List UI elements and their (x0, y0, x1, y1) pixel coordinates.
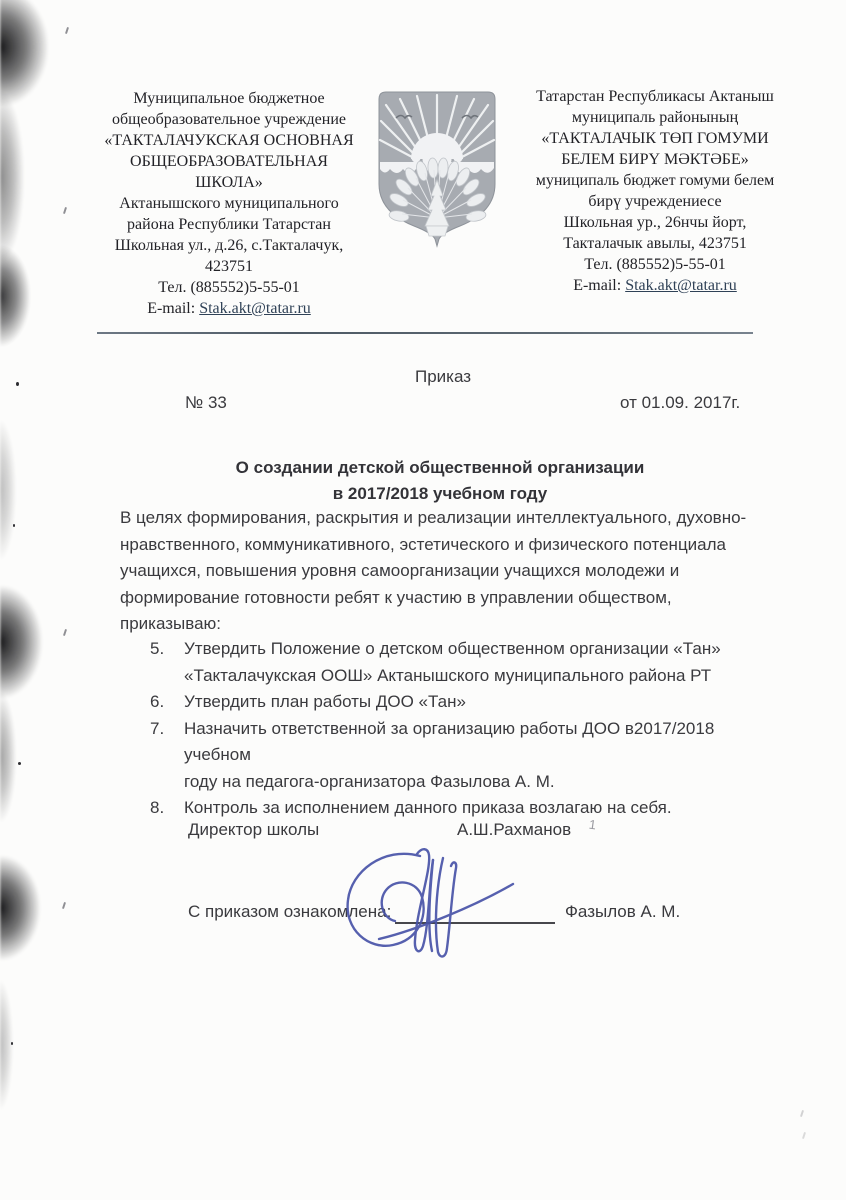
order-date: от 01.09. 2017г. (620, 393, 741, 412)
preamble-line: нравственного, коммуникативного, эстетического и физического потенциала (120, 534, 727, 554)
scan-artifact (0, 246, 30, 346)
scan-artifact (0, 980, 13, 1110)
order-title (100, 455, 780, 507)
org-line: «ТАКТАЛАЧУКСКАЯ ОСНОВНАЯ (104, 132, 354, 149)
scan-tick (802, 1132, 806, 1139)
org-name-russian-block (86, 88, 372, 319)
preamble-line: учащихся, повышения уровня самоорганизации учащихся молодежи и (120, 561, 680, 580)
scan-tick (63, 207, 67, 214)
org-postcode: 423751 (205, 258, 253, 275)
order-heading: Приказ (414, 367, 472, 386)
director-name: А.Ш.Рахманов (457, 820, 572, 839)
scan-artifact (0, 692, 16, 822)
email-link[interactable]: Stak.akt@tatar.ru (199, 300, 311, 317)
list-item (150, 795, 780, 822)
org-line: муниципаль районының (571, 109, 739, 126)
org-email-line (504, 275, 806, 296)
coat-of-arms (372, 88, 502, 248)
org-line: Муниципальное бюджетное (133, 90, 325, 107)
order-title-line1: О создании детской общественной организации (235, 458, 645, 477)
signature-underline (395, 922, 555, 924)
scan-tick (62, 902, 66, 909)
item-line: Утвердить Положение о детском общественном организации «Тан» (184, 639, 721, 658)
order-number: № 33 (185, 393, 227, 412)
preamble-line: В целях формирования, раскрытия и реализации интеллектуального, духовно- (120, 508, 747, 527)
item-line: «Такталачукская ООШ» Актанышского муниципального района РТ (184, 665, 712, 685)
item-number: 7. (150, 718, 165, 738)
preamble-line: формирование готовности ребят к участию в управлении обществом, (120, 587, 672, 607)
org-address-line: Школьная ул., д.26, с.Такталачук, (114, 237, 344, 254)
org-line: общеобразовательное учреждение (112, 111, 346, 128)
org-email-line (86, 298, 372, 319)
item-text (184, 716, 780, 796)
item-line: Назначить ответственной за организацию работы ДОО в2017/2018 учебном (184, 718, 715, 764)
list-item (150, 716, 780, 796)
acknowledged-name: Фазылов А. М. (565, 902, 681, 921)
scan-artifact (0, 92, 24, 262)
scan-speck (18, 762, 21, 765)
scan-artifact (0, 856, 40, 960)
list-item (150, 636, 780, 689)
order-items-list (150, 636, 780, 822)
email-label: E-mail: (573, 277, 626, 294)
order-preamble (120, 505, 770, 638)
scan-speck (16, 382, 19, 386)
org-line: ШКОЛА» (195, 174, 263, 191)
item-number: 6. (150, 692, 165, 711)
director-label: Директор школы (188, 820, 320, 839)
item-line: Контроль за исполнением данного приказа возлагаю на себя. (184, 798, 672, 817)
scan-tick (63, 629, 67, 636)
org-address-line: Такталачык авылы, 423751 (563, 235, 747, 252)
list-item (150, 689, 780, 716)
item-line: Утвердить план работы ДОО «Тан» (184, 692, 466, 711)
scan-tick (65, 27, 69, 34)
scan-tick (800, 1110, 804, 1117)
stray-pen-mark: 1 (587, 816, 598, 833)
org-line: БЕЛЕМ БИРҮ МӘКТӘБЕ» (561, 151, 749, 168)
org-line: ОБЩЕОБРАЗОВАТЕЛЬНАЯ (130, 153, 328, 170)
org-name-tatar-block (504, 86, 806, 296)
org-line: муниципаль бюджет гомуми белем (535, 172, 775, 189)
scan-artifact (0, 420, 16, 560)
org-line: района Республики Татарстан (127, 216, 331, 233)
org-address-line: Школьная ур., 26нчы йорт, (563, 214, 747, 231)
org-line: Актанышского муниципального (119, 195, 339, 212)
org-line: бирү учреждениесе (588, 193, 722, 210)
org-line: Татарстан Республикасы Актаныш (536, 88, 774, 105)
scan-artifact (0, 586, 42, 698)
email-label: E-mail: (147, 300, 200, 317)
item-text (184, 636, 780, 689)
preamble-line: приказываю: (120, 614, 222, 633)
item-number: 8. (150, 798, 165, 817)
item-text (184, 795, 780, 822)
acknowledged-label: С приказом ознакомлена: (188, 902, 392, 921)
aktanysh-coat-of-arms-image (372, 88, 502, 248)
org-phone: Тел. (885552)5-55-01 (158, 279, 300, 296)
email-link[interactable]: Stak.akt@tatar.ru (625, 277, 737, 294)
item-line: году на педагога-организатора Фазылова А. М. (184, 771, 555, 791)
org-line: «ТАКТАЛАЧЫК ТӨП ГОМУМИ (541, 130, 769, 147)
item-text (184, 689, 780, 716)
header-divider-line (97, 332, 753, 334)
item-number: 5. (150, 639, 165, 658)
scan-speck (13, 524, 15, 527)
scan-speck (11, 1042, 13, 1045)
order-title-line2: в 2017/2018 учебном году (332, 484, 548, 503)
scan-artifact (0, 0, 48, 106)
handwritten-signature (325, 838, 535, 963)
org-phone: Тел. (885552)5-55-01 (584, 256, 726, 273)
